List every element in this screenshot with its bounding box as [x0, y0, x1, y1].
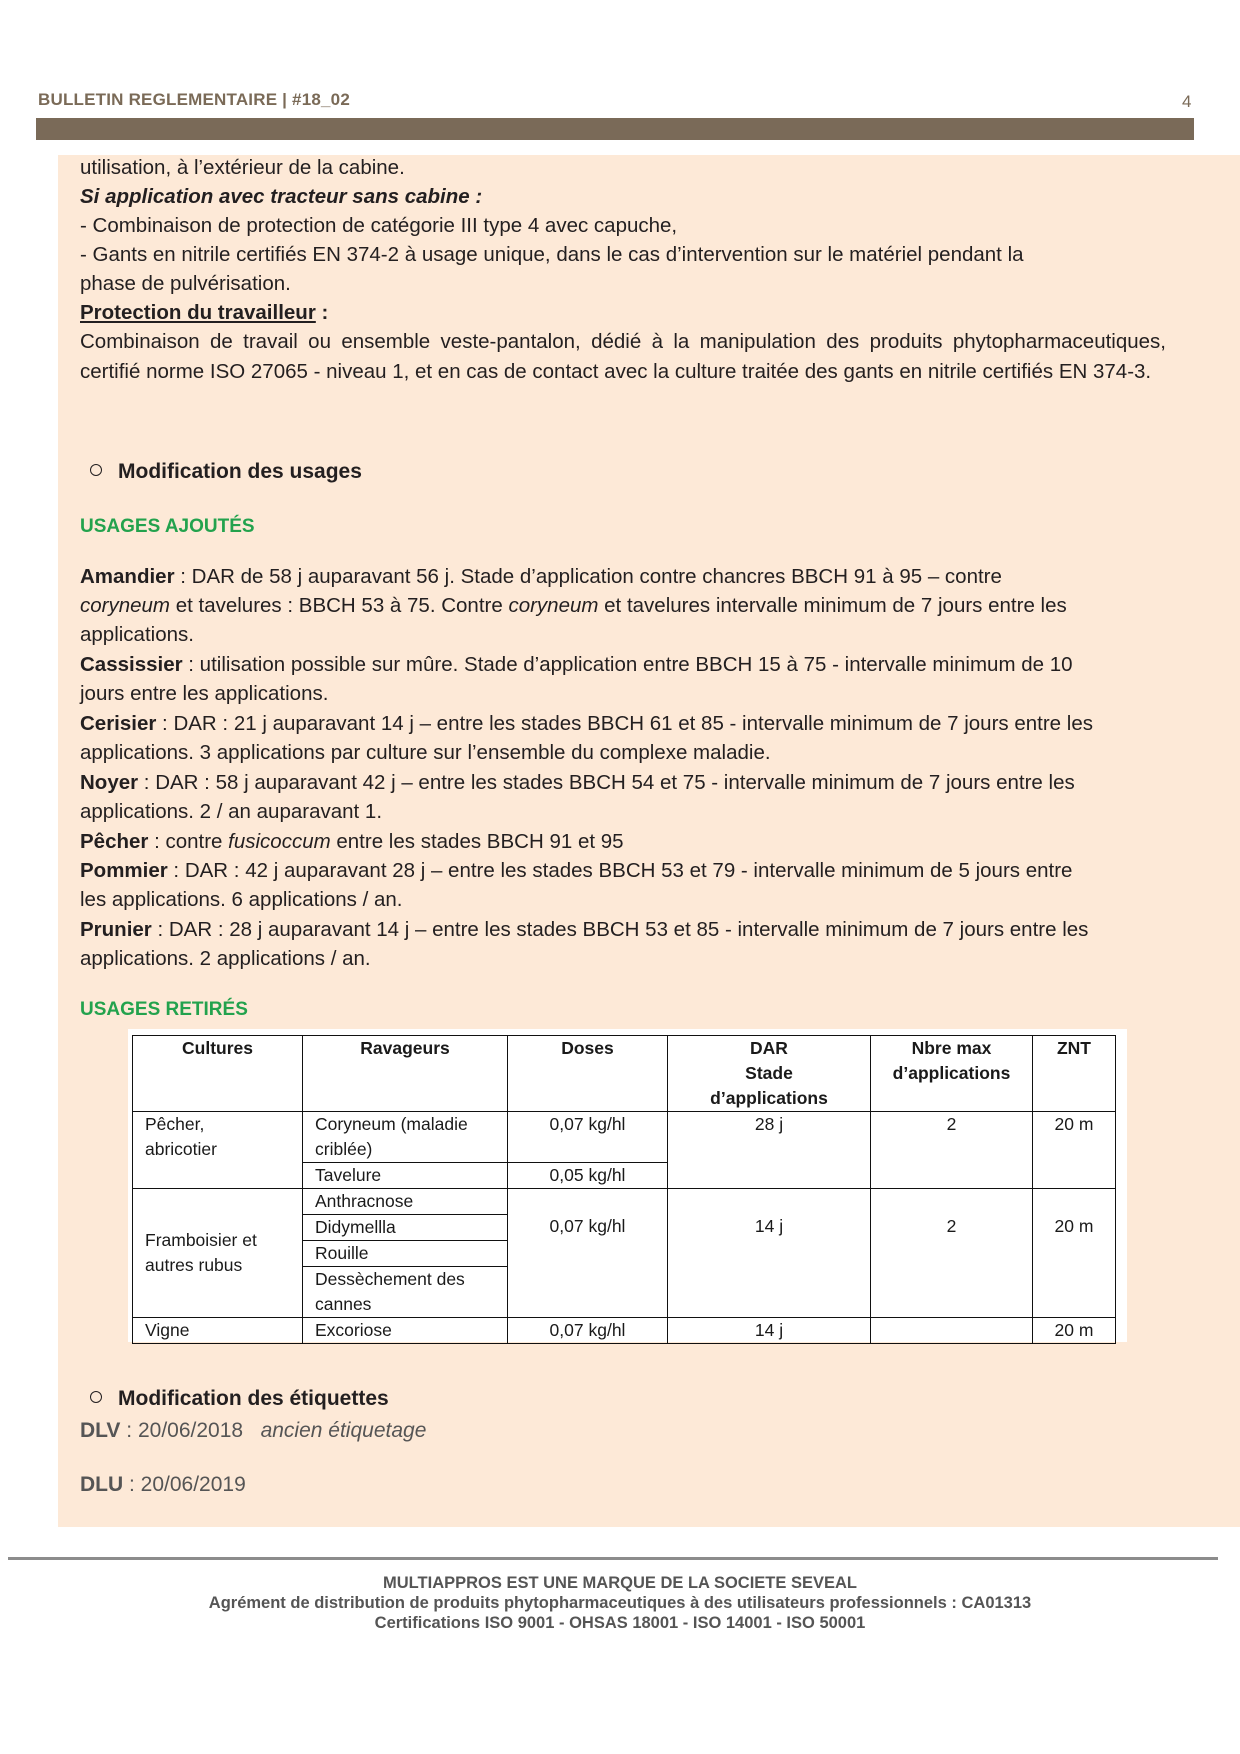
cell-dar: 14 j [668, 1318, 871, 1344]
cell-text: Dessèchement des [315, 1269, 465, 1289]
usage-text: : DAR de 58 j auparavant 56 j. Stade d’application contre chancres BBCH 91 à 95 – contre [174, 565, 1002, 588]
usage-amandier-cont2: applications. [80, 623, 194, 646]
crop-name: Amandier [80, 565, 175, 588]
crop-name: Pêcher [80, 830, 149, 853]
bulletin-title: BULLETIN REGLEMENTAIRE | #18_02 [38, 90, 350, 109]
cell-text: autres rubus [145, 1255, 243, 1275]
usage-text: : DAR : 21 j auparavant 14 j – entre les stades BBCH 61 et 85 - intervalle minimum de 7 jours entre les [156, 712, 1093, 735]
usage-text: : DAR : 42 j auparavant 28 j – entre les stades BBCH 53 et 79 - intervalle minimum de 5 jours entre [167, 859, 1073, 882]
cell-ravageur: Anthracnose [303, 1189, 508, 1215]
header-line: DAR [750, 1038, 788, 1058]
header-bar [36, 118, 1194, 140]
cell-dose: 0,07 kg/hl [508, 1318, 668, 1344]
ppe-bullet-2-cont: phase de pulvérisation. [80, 272, 291, 295]
dlu-key: DLU [80, 1473, 124, 1496]
dlv-line [80, 1419, 426, 1443]
cell-text: cannes [315, 1294, 372, 1314]
usage-pommier-cont: les applications. 6 applications / an. [80, 888, 403, 911]
footer-brand: MULTIAPPROS EST UNE MARQUE DE LA SOCIETE SEVEAL [383, 1574, 857, 1592]
usage-italic: coryneum [508, 594, 599, 617]
crop-name: Prunier [80, 918, 152, 941]
usages-section-title: Modification des usages [118, 460, 362, 483]
cell-ravageur: Excoriose [303, 1318, 508, 1344]
usage-text: entre les stades BBCH 91 et 95 [330, 830, 624, 853]
table-header-row [133, 1036, 1116, 1112]
dlv-value: : 20/06/2018 [120, 1419, 244, 1442]
footer-certifications: Certifications ISO 9001 - OHSAS 18001 - ISO 14001 - ISO 50001 [374, 1614, 866, 1632]
cell-dose: 0,07 kg/hl [508, 1112, 668, 1163]
footer-divider [8, 1557, 1218, 1560]
crop-name: Cassissier [80, 653, 183, 676]
usage-amandier-cont [80, 591, 1067, 621]
cell-culture [133, 1189, 303, 1318]
cell-text: abricotier [145, 1139, 217, 1159]
worker-heading-colon: : [315, 301, 329, 324]
cell-ravageur [303, 1112, 508, 1163]
table-row [133, 1189, 1116, 1215]
usage-pommier [80, 856, 1072, 886]
page-number: 4 [1182, 92, 1192, 111]
usage-text: et tavelures intervalle minimum de 7 jours entre les [598, 594, 1067, 617]
col-header-nbre-max [871, 1036, 1033, 1112]
cell-ravageur [303, 1267, 508, 1318]
usage-text: : DAR : 58 j auparavant 42 j – entre les stades BBCH 54 et 75 - intervalle minimum de 7 jours entre les [138, 771, 1075, 794]
worker-heading-line [80, 298, 328, 328]
usage-cerisier-cont: applications. 3 applications par culture sur l’ensemble du complexe maladie. [80, 741, 771, 764]
header-line: d’applications [892, 1063, 1011, 1083]
usage-text: et tavelures : BBCH 53 à 75. Contre [170, 594, 509, 617]
usage-text: : DAR : 28 j auparavant 14 j – entre les stades BBCH 53 et 85 - intervalle minimum de 7 jours entre les [151, 918, 1089, 941]
usage-pecher [80, 827, 624, 857]
cell-dar: 28 j [668, 1112, 871, 1189]
cell-text: Framboisier et [145, 1230, 257, 1250]
usage-noyer-cont: applications. 2 / an auparavant 1. [80, 800, 383, 823]
dlu-value: : 20/06/2019 [123, 1473, 246, 1496]
cell-nbre [871, 1318, 1033, 1344]
usage-text: : contre [148, 830, 229, 853]
col-header-znt: ZNT [1033, 1036, 1116, 1112]
usage-italic: coryneum [80, 594, 171, 617]
circle-bullet-icon [90, 1391, 102, 1403]
col-header-cultures: Cultures [133, 1036, 303, 1112]
tractor-heading: Si application avec tracteur sans cabine : [80, 185, 483, 208]
col-header-dar [668, 1036, 871, 1112]
header-line: Nbre max [911, 1038, 992, 1058]
circle-bullet-icon [90, 464, 102, 476]
cell-dose: 0,07 kg/hl [508, 1189, 668, 1318]
col-header-doses: Doses [508, 1036, 668, 1112]
dlv-note: ancien étiquetage [260, 1419, 427, 1442]
usage-noyer [80, 768, 1075, 798]
cell-nbre: 2 [871, 1112, 1033, 1189]
footer-agrement: Agrément de distribution de produits phytopharmaceutiques à des utilisateurs professionnels : CA01313 [208, 1594, 1032, 1612]
cell-dose: 0,05 kg/hl [508, 1163, 668, 1189]
cell-ravageur: Tavelure [303, 1163, 508, 1189]
removed-usages-table-container [128, 1029, 1127, 1342]
removed-usages-table [132, 1035, 1116, 1344]
cell-culture [133, 1112, 303, 1189]
cell-znt: 20 m [1033, 1189, 1116, 1318]
usage-cassissier [80, 650, 1073, 680]
usages-section-heading [90, 460, 362, 484]
usage-text: : utilisation possible sur mûre. Stade d’application entre BBCH 15 à 75 - intervalle minimum de 10 [182, 653, 1073, 676]
cell-ravageur: Rouille [303, 1241, 508, 1267]
labels-section-title: Modification des étiquettes [118, 1387, 389, 1410]
cell-text: criblée) [315, 1139, 373, 1159]
ppe-bullet-2: - Gants en nitrile certifiés EN 374-2 à usage unique, dans le cas d’intervention sur le matériel pendant la [80, 243, 1024, 266]
worker-heading: Protection du travailleur [80, 301, 316, 324]
header-line: d’applications [710, 1088, 828, 1108]
crop-name: Cerisier [80, 712, 157, 735]
usages-added-title: USAGES AJOUTÉS [80, 516, 255, 537]
dlu-line [80, 1473, 246, 1497]
dlv-key: DLV [80, 1419, 121, 1442]
worker-text: Combinaison de travail ou ensemble veste-pantalon, dédié à la manipulation des produits phytopharmaceutiques, certifié norme ISO 27065 - niveau 1, et en cas de contact avec la culture traitée des gants en nitrile certifiés EN 374-3. [80, 330, 1166, 383]
col-header-ravageurs: Ravageurs [303, 1036, 508, 1112]
cell-znt: 20 m [1033, 1112, 1116, 1189]
header-line: Stade [745, 1063, 793, 1083]
usage-amandier [80, 562, 1002, 592]
usage-prunier [80, 915, 1088, 945]
crop-name: Noyer [80, 771, 139, 794]
labels-section-heading [90, 1387, 389, 1411]
cell-nbre: 2 [871, 1189, 1033, 1318]
intro-line: utilisation, à l’extérieur de la cabine. [80, 156, 405, 179]
cell-text: Coryneum (maladie [315, 1114, 468, 1134]
cell-ravageur: Didymellla [303, 1215, 508, 1241]
crop-name: Pommier [80, 859, 168, 882]
usages-removed-title: USAGES RETIRÉS [80, 999, 248, 1020]
cell-text: Pêcher, [145, 1114, 205, 1134]
usage-cerisier [80, 709, 1093, 739]
cell-znt: 20 m [1033, 1318, 1116, 1344]
usage-italic: fusicoccum [228, 830, 331, 853]
table-row [133, 1318, 1116, 1344]
cell-dar: 14 j [668, 1189, 871, 1318]
cell-culture: Vigne [133, 1318, 303, 1344]
ppe-bullet-1: - Combinaison de protection de catégorie III type 4 avec capuche, [80, 214, 678, 237]
usage-prunier-cont: applications. 2 applications / an. [80, 947, 371, 970]
usage-cassissier-cont: jours entre les applications. [80, 682, 329, 705]
table-row [133, 1112, 1116, 1163]
